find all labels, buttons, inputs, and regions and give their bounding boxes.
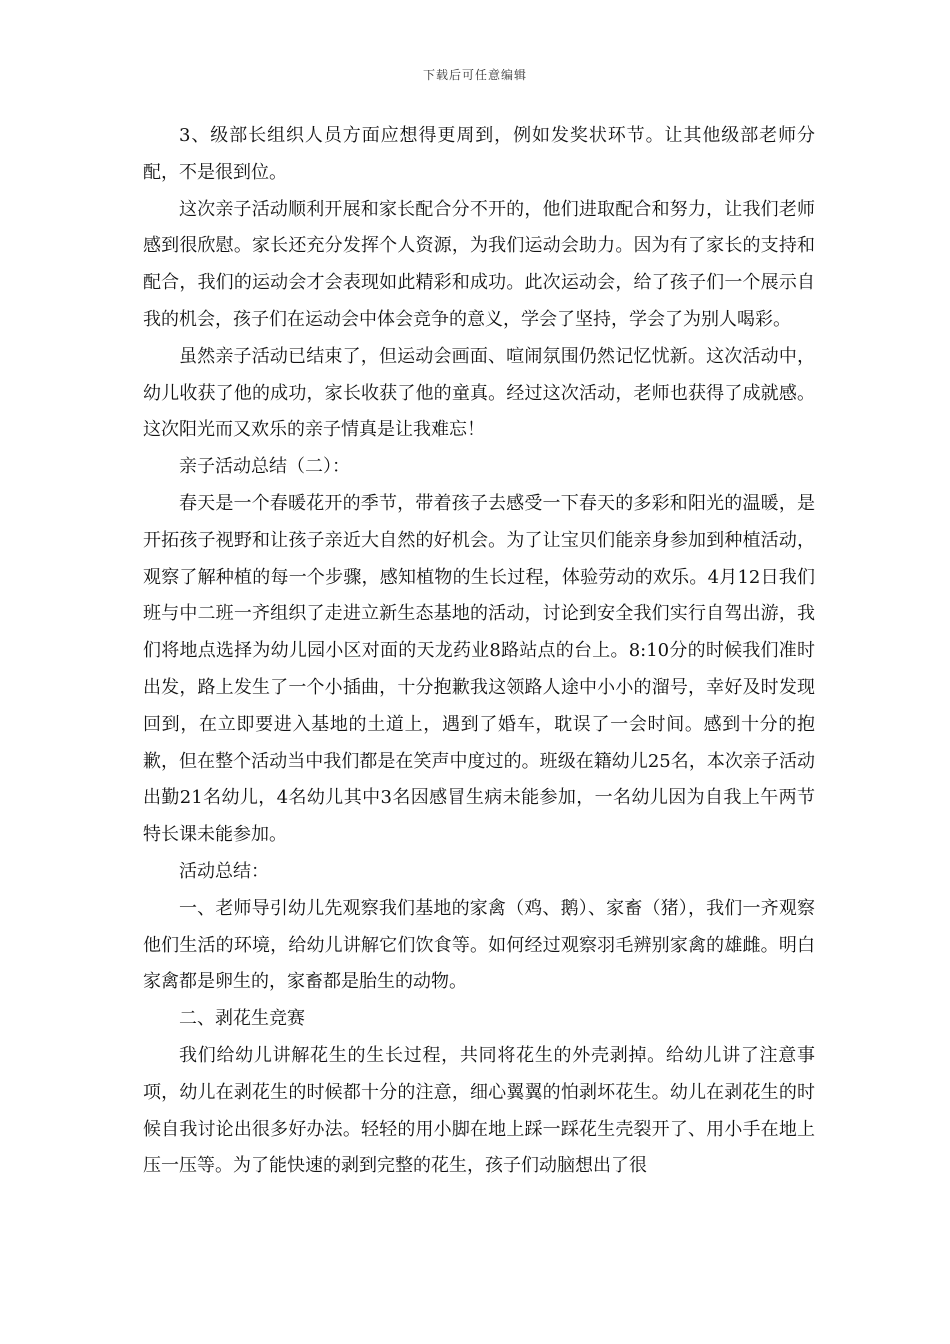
document-body <box>143 118 815 1185</box>
paragraph-1: 3、级部长组织人员方面应想得更周到，例如发奖状环节。让其他级部老师分配，不是很到位。 <box>143 125 815 183</box>
paragraph-3: 虽然亲子活动已结束了，但运动会画面、喧闹氛围仍然记忆忧新。这次活动中，幼儿收获了他的成功，家长收获了他的童真。经过这次活动，老师也获得了成就感。这次阳光而又欢乐的亲子情真是让我难忘！ <box>143 345 815 441</box>
header-note: 下载后可任意编辑 <box>422 68 527 82</box>
section-heading-summary-two: 亲子活动总结（二）： <box>179 456 350 478</box>
paragraph-4: 春天是一个春暖花开的季节，带着孩子去感受一下春天的多彩和阳光的温暖，是开拓孩子视野和让孩子亲近大自然的好机会。为了让宝贝们能亲身参加到种植活动，观察了解种植的每一个步骤，感知植物的生长过程，体验劳动的欢乐。4月12日我们班与中二班一齐组织了走进立新生态基地的活动，讨论到安全我们实行自驾出游，我们将地点选择为幼儿园小区对面的天龙药业8路站点的台上。8:10分的时候我们准时出发，路上发生了一个小插曲，十分抱歉我这领路人途中小小的溜号，幸好及时发现回到，在立即要进入基地的土道上，遇到了婚车，耽误了一会时间。感到十分的抱歉，但在整个活动当中我们都是在笑声中度过的。班级在籍幼儿25名，本次亲子活动出勤21名幼儿，4名幼儿其中3名因感冒生病未能参加，一名幼儿因为自我上午两节特长课未能参加。 <box>143 492 815 846</box>
section-heading-peanut-contest: 二、剥花生竞赛 <box>179 1008 305 1030</box>
paragraph-2: 这次亲子活动顺利开展和家长配合分不开的，他们进取配合和努力，让我们老师感到很欣慰。家长还充分发挥个人资源，为我们运动会助力。因为有了家长的支持和配合，我们的运动会才会表现如此精彩和成功。此次运动会，给了孩子们一个展示自我的机会，孩子们在运动会中体会竞争的意义，学会了坚持，学会了为别人喝彩。 <box>143 198 815 330</box>
paragraph-6: 我们给幼儿讲解花生的生长过程，共同将花生的外壳剥掉。给幼儿讲了注意事项，幼儿在剥花生的时候都十分的注意，细心翼翼的怕剥坏花生。幼儿在剥花生的时候自我讨论出很多好办法。轻轻的用小脚在地上踩一踩花生壳裂开了、用小手在地上压一压等。为了能快速的剥到完整的花生，孩子们动脑想出了很 <box>143 1044 815 1177</box>
paragraph-5: 一、老师导引幼儿先观察我们基地的家禽（鸡、鹅）、家畜（猪），我们一齐观察他们生活的环境，给幼儿讲解它们饮食等。如何经过观察羽毛辨别家禽的雄雌。明白家禽都是卵生的，家畜都是胎生的动物。 <box>143 897 815 993</box>
section-heading-activity-summary: 活动总结： <box>179 860 269 882</box>
